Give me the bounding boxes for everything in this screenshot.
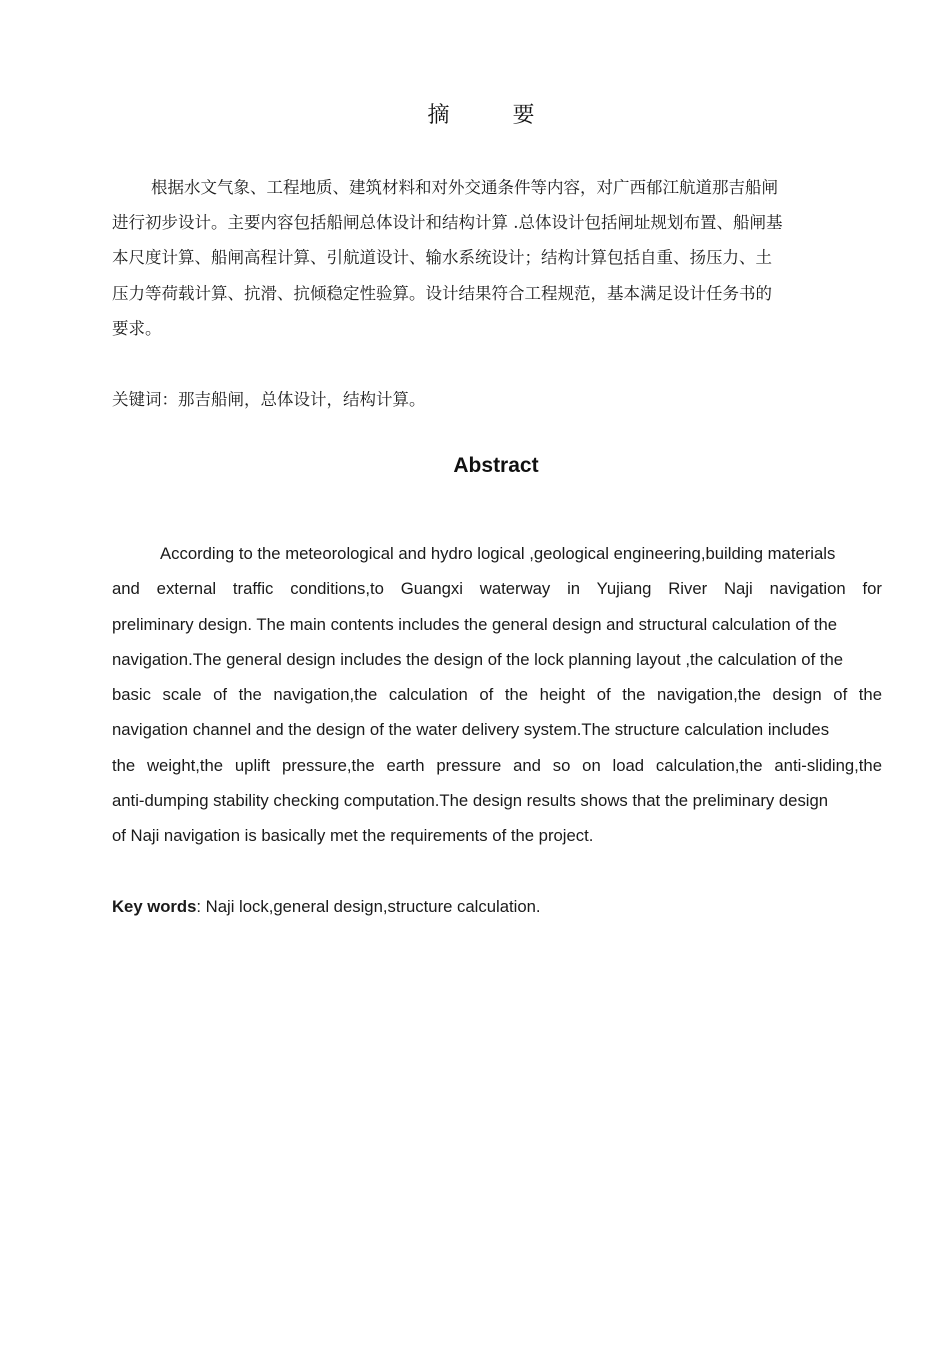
english-abstract-line: navigation.The general design includes the design of the lock planning layout ,the calculation of the (112, 650, 844, 669)
english-keywords-label: Key words (112, 897, 197, 916)
english-abstract-line: and external traffic conditions,to Guangxi waterway in Yujiang River Naji navigation for (112, 579, 882, 598)
english-abstract-title: Abstract (453, 454, 539, 477)
chinese-abstract-line: 要求。 (112, 319, 162, 338)
english-abstract-line: According to the meteorological and hydro logical ,geological engineering,building materials (160, 544, 836, 563)
chinese-abstract-line: 根据水文气象、工程地质、建筑材料和对外交通条件等内容，对广西郁江航道那吉船闸 (151, 178, 778, 197)
chinese-keywords: 关键词：那吉船闸，总体设计，结构计算。 (112, 390, 426, 409)
chinese-abstract-line: 本尺度计算、船闸高程计算、引航道设计、输水系统设计；结构计算包括自重、扬压力、土 (112, 248, 772, 267)
chinese-abstract-line: 压力等荷载计算、抗滑、抗倾稳定性验算。设计结果符合工程规范，基本满足设计任务书的 (112, 284, 772, 303)
chinese-abstract-title: 摘 要 (427, 103, 563, 128)
english-keywords-value: : Naji lock,general design,structure calculation. (196, 897, 541, 916)
english-abstract-line: the weight,the uplift pressure,the earth pressure and so on load calculation,the anti-sliding,the (112, 756, 882, 775)
english-abstract-line: of Naji navigation is basically met the requirements of the project. (112, 826, 594, 845)
english-keywords (112, 897, 541, 917)
english-abstract-line: navigation channel and the design of the water delivery system.The structure calculation includes (112, 720, 830, 739)
english-abstract-line: anti-dumping stability checking computation.The design results shows that the preliminary design (112, 791, 829, 810)
english-abstract-line: preliminary design. The main contents includes the general design and structural calculation of the (112, 615, 838, 634)
chinese-abstract-line: 进行初步设计。主要内容包括船闸总体设计和结构计算 .总体设计包括闸址规划布置、船闸基 (112, 213, 783, 232)
english-abstract-line: basic scale of the navigation,the calculation of the height of the navigation,the design of the (112, 685, 882, 704)
